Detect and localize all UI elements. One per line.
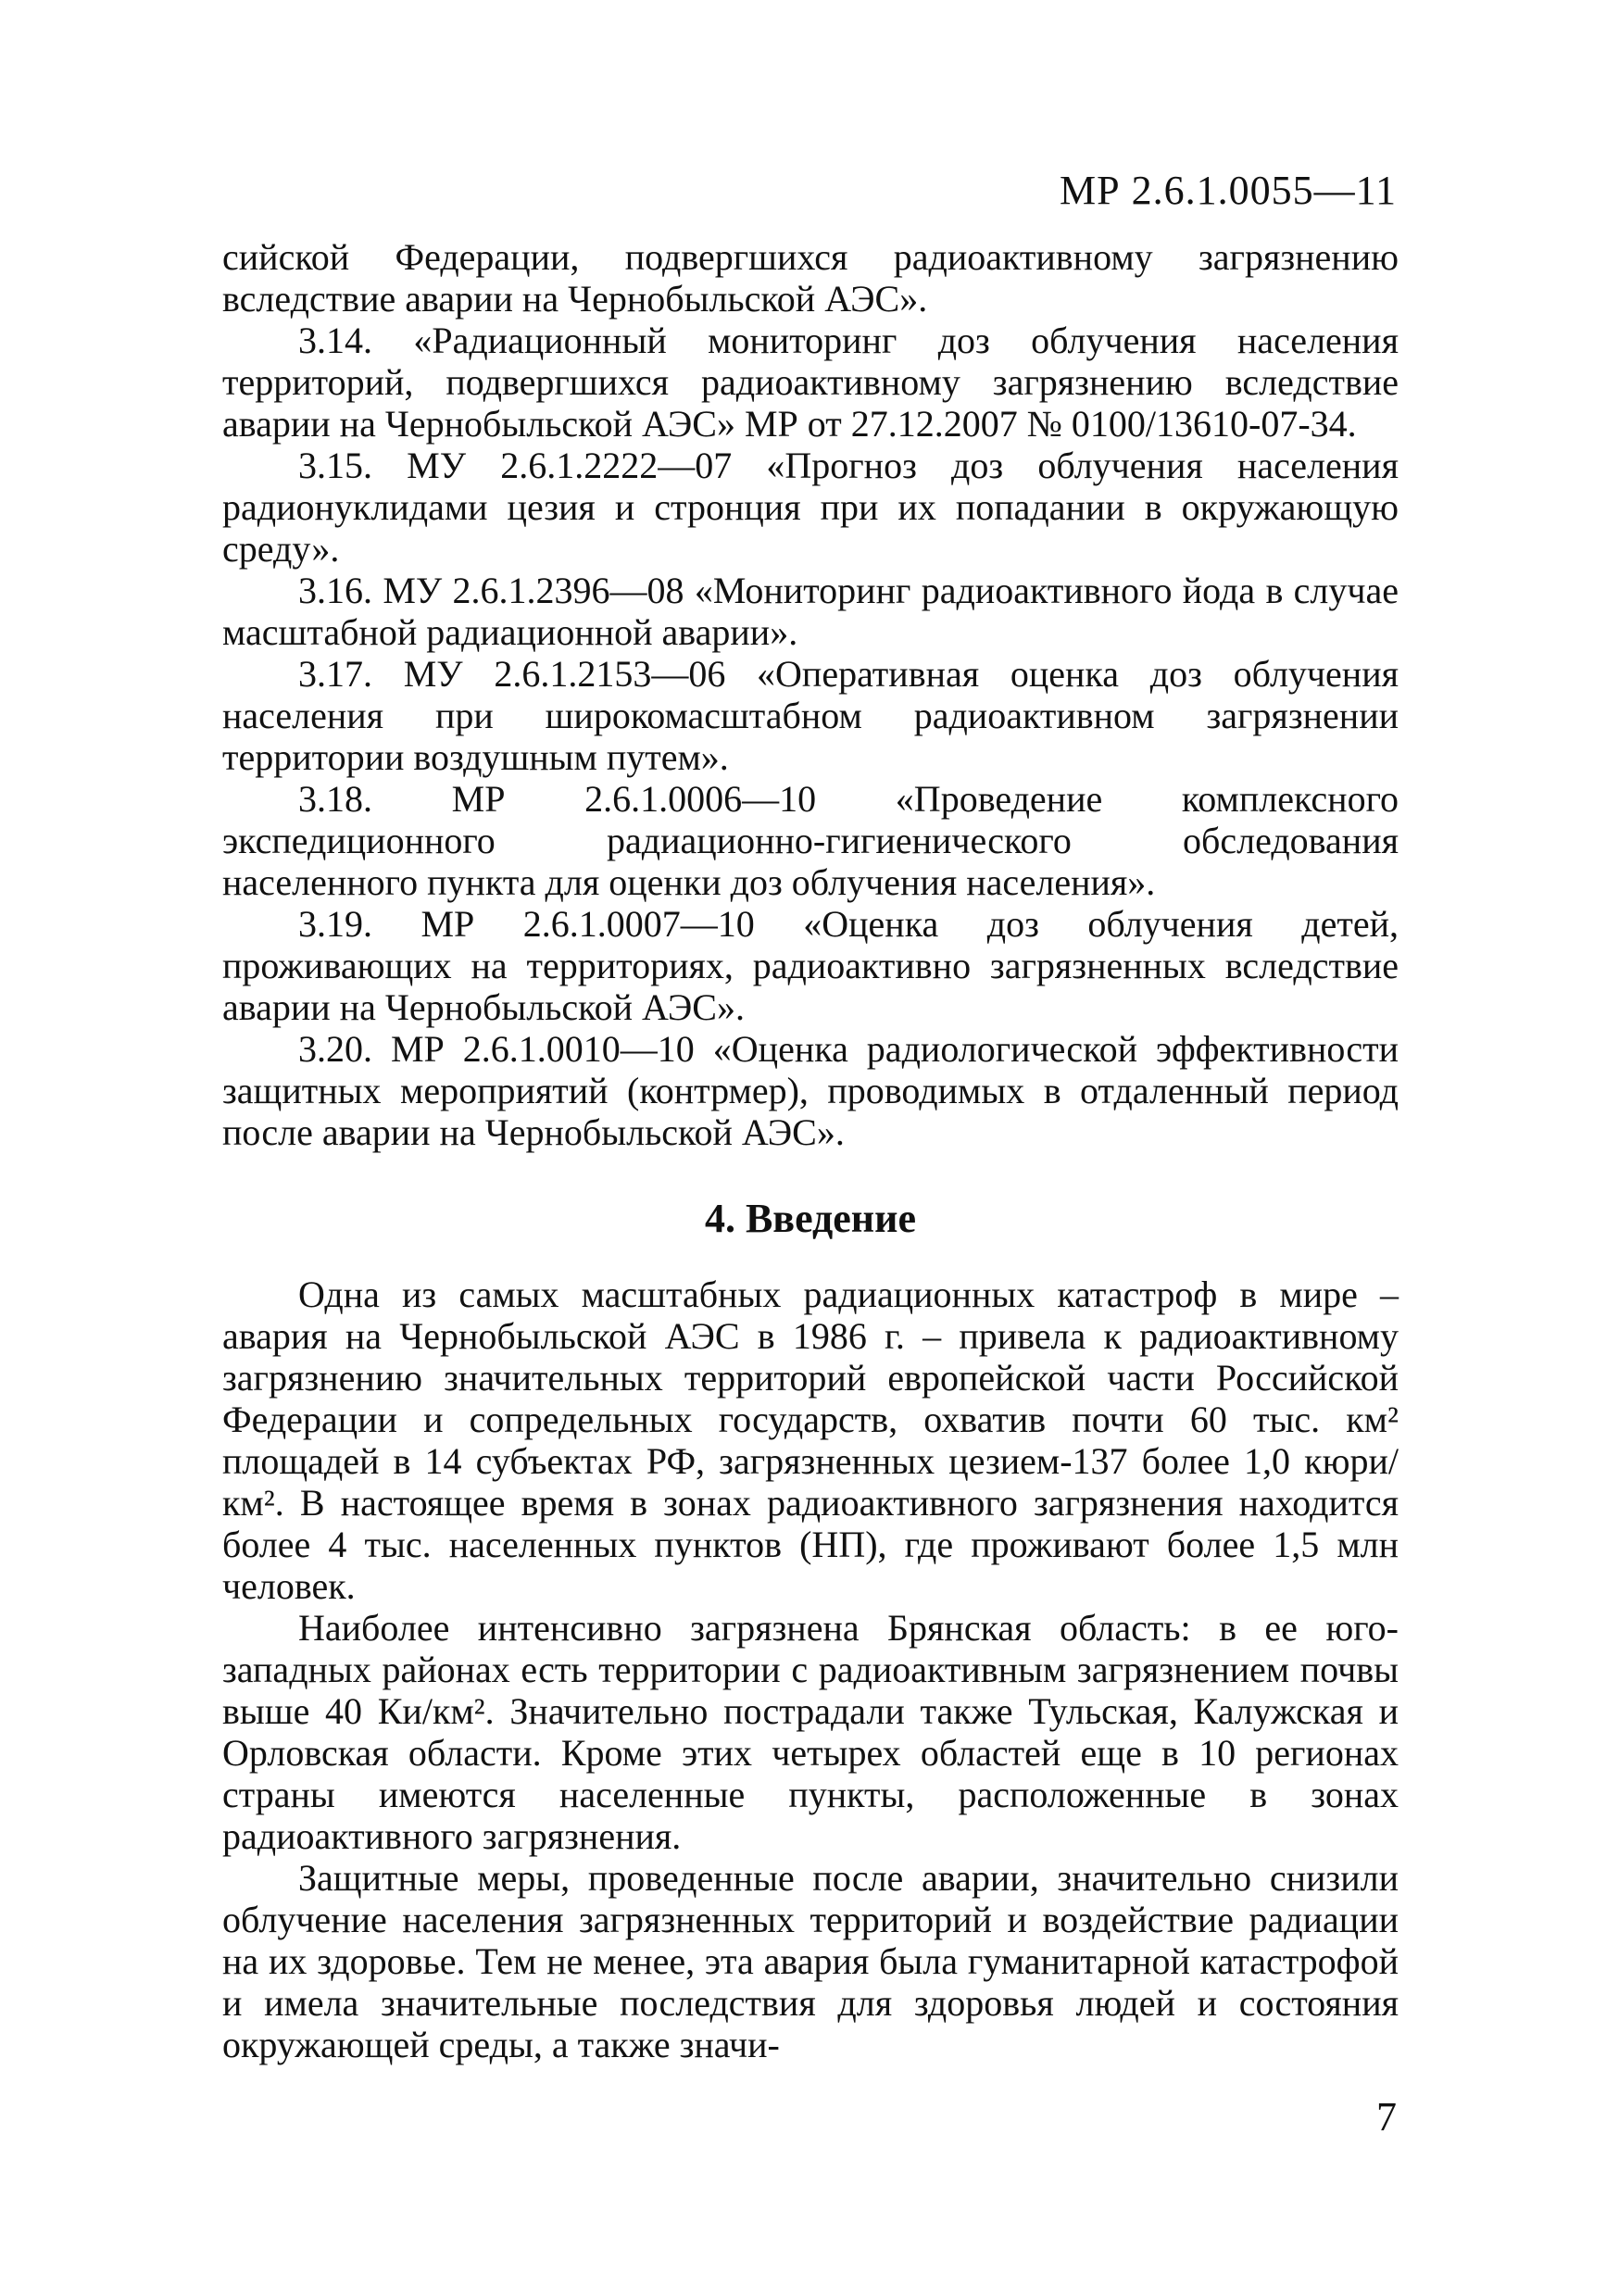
reference-item-3-16: 3.16. МУ 2.6.1.2396—08 «Мониторинг радиоактивного йода в случае масштабной радиационной аварии». — [222, 570, 1399, 653]
reference-item-3-19: 3.19. МР 2.6.1.0007—10 «Оценка доз облучения детей, проживающих на территориях, радиоактивно загрязненных вследствие аварии на Чернобыльской АЭС». — [222, 903, 1399, 1028]
references-list — [222, 236, 1399, 1153]
introduction-paragraph-1: Одна из самых масштабных радиационных катастроф в мире – авария на Чернобыльской АЭС в 1986 г. – привела к радиоактивному загрязнению значительных территорий европейской части Российской Федерации и сопредельных государств, охватив почти 60 тыс. км² площадей в 14 субъектах РФ, загрязненных цезием-137 более 1,0 кюри/км². В настоящее время в зонах радиоактивного загрязнения находится более 4 тыс. населенных пунктов (НП), где проживают более 1,5 млн человек. — [222, 1273, 1399, 1607]
reference-item-3-18: 3.18. МР 2.6.1.0006—10 «Проведение комплексного экспедиционного радиационно-гигиенического обследования населенного пункта для оценки доз облучения населения». — [222, 778, 1399, 903]
reference-item-3-15: 3.15. МУ 2.6.1.2222—07 «Прогноз доз облучения населения радионуклидами цезия и стронция при их попадании в окружающую среду». — [222, 445, 1399, 570]
running-header-doc-code: МР 2.6.1.0055—11 — [1060, 168, 1397, 213]
reference-continuation: сийской Федерации, подвергшихся радиоактивному загрязнению вследствие аварии на Чернобыльской АЭС». — [222, 236, 1399, 320]
reference-item-3-20: 3.20. МР 2.6.1.0010—10 «Оценка радиологической эффективности защитных мероприятий (контрмер), проводимых в отдаленный период после аварии на Чернобыльской АЭС». — [222, 1028, 1399, 1153]
reference-item-3-17: 3.17. МУ 2.6.1.2153—06 «Оперативная оценка доз облучения населения при широкомасштабном радиоактивном загрязнении территории воздушным путем». — [222, 653, 1399, 778]
page-number: 7 — [1376, 2094, 1397, 2139]
reference-item-3-14: 3.14. «Радиационный мониторинг доз облучения населения территорий, подвергшихся радиоактивному загрязнению вследствие аварии на Чернобыльской АЭС» МР от 27.12.2007 № 0100/13610-07-34. — [222, 320, 1399, 445]
introduction-body — [222, 1273, 1399, 2065]
introduction-paragraph-2: Наиболее интенсивно загрязнена Брянская область: в ее юго-западных районах есть территории с радиоактивным загрязнением почвы выше 40 Ки/км². Значительно пострадали также Тульская, Калужская и Орловская области. Кроме этих четырех областей еще в 10 регионах страны имеются населенные пункты, расположенные в зонах радиоактивного загрязнения. — [222, 1607, 1399, 1857]
section-heading-introduction: 4. Введение — [704, 1196, 917, 1241]
introduction-paragraph-3: Защитные меры, проведенные после аварии, значительно снизили облучение населения загрязненных территорий и воздействие радиации на их здоровье. Тем не менее, эта авария была гуманитарной катастрофой и имела значительные последствия для здоровья людей и состояния окружающей среды, а также значи- — [222, 1857, 1399, 2065]
